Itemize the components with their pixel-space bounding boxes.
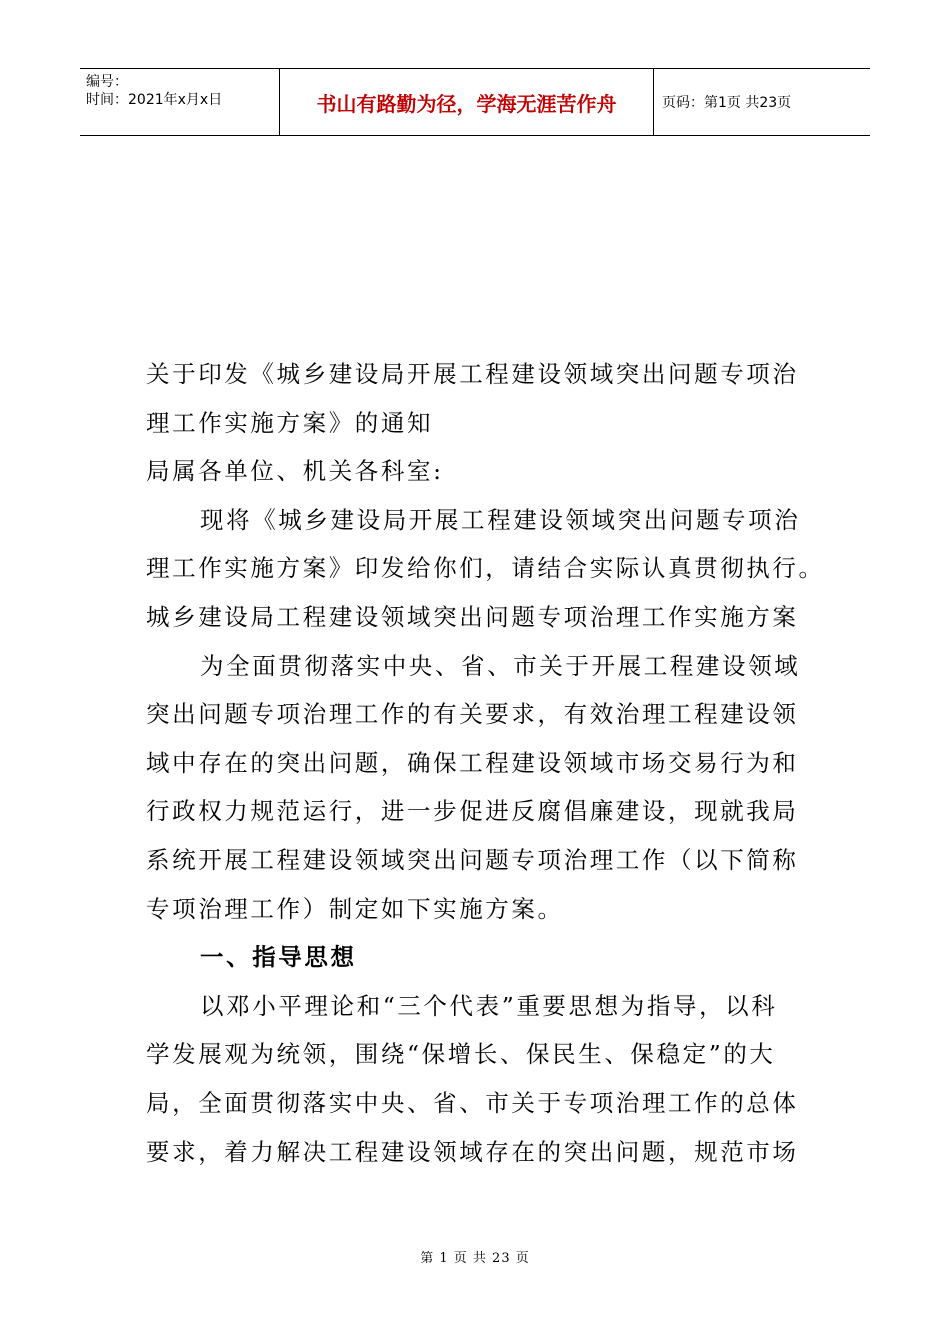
page-footer: 第 1 页 共 23 页 <box>420 1251 530 1266</box>
title-line: 关于印发《城乡建设局开展工程建设领域突出问题专项治 <box>146 360 799 388</box>
number-label: 编号： <box>86 74 128 90</box>
time-label: 时间：2021年x月x日 <box>86 92 223 108</box>
paragraph-line: 学发展观为统领，围绕“保增长、保民生、保稳定”的大 <box>146 1040 776 1069</box>
paragraph-line: 理工作实施方案》印发给你们，请结合实际认真贯彻执行。 <box>146 554 825 583</box>
header-meta <box>80 69 280 135</box>
paragraph-line: 要求，着力解决工程建设领域存在的突出问题，规范市场 <box>146 1137 799 1166</box>
paragraph-line: 以邓小平理论和“三个代表”重要思想为指导，以科 <box>200 991 778 1020</box>
document-body <box>146 350 825 1176</box>
paragraph-line: 专项治理工作）制定如下实施方案。 <box>146 894 564 923</box>
paragraph-line: 域中存在的突出问题，确保工程建设领域市场交易行为和 <box>146 748 799 777</box>
paragraph-line: 系统开展工程建设领域突出问题专项治理工作（以下简称 <box>146 845 799 874</box>
paragraph-line: 为全面贯彻落实中央、省、市关于开展工程建设领域 <box>200 651 801 680</box>
paragraph-line: 局，全面贯彻落实中央、省、市关于专项治理工作的总体 <box>146 1088 799 1117</box>
header-motto: 书山有路勤为径，学海无涯苦作舟 <box>280 69 654 135</box>
section-heading: 一、指导思想 <box>200 943 357 972</box>
subtitle: 城乡建设局工程建设领域突出问题专项治理工作实施方案 <box>146 602 799 631</box>
paragraph-line: 现将《城乡建设局开展工程建设领域突出问题专项治 <box>200 505 801 534</box>
paragraph-line: 突出问题专项治理工作的有关要求，有效治理工程建设领 <box>146 700 799 729</box>
header-page-info: 页码：第1页 共23页 <box>662 95 792 111</box>
page-header <box>80 68 870 136</box>
addressee: 局属各单位、机关各科室: <box>146 457 444 486</box>
paragraph-line: 行政权力规范运行，进一步促进反腐倡廉建设，现就我局 <box>146 797 799 826</box>
title-line: 理工作实施方案》的通知 <box>146 408 434 437</box>
